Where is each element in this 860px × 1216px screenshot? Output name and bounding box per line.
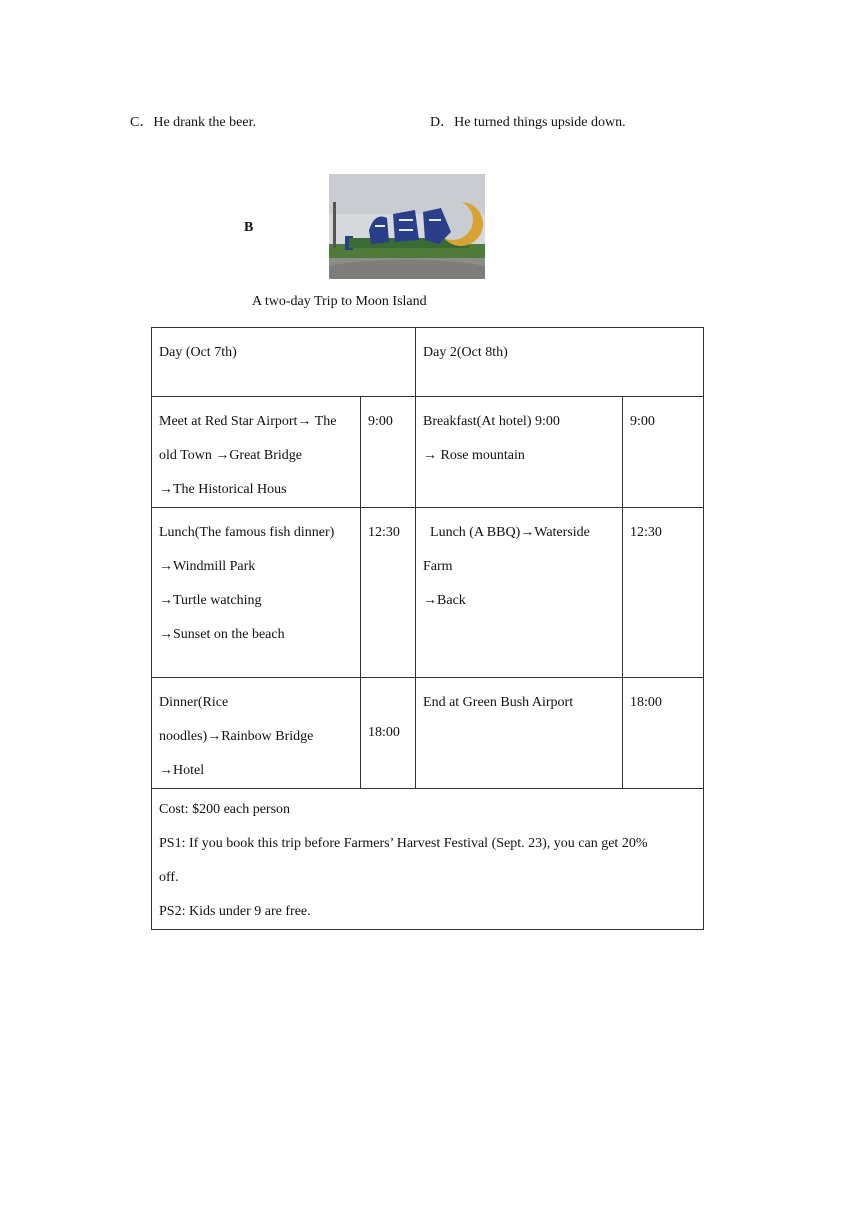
table-row: [152, 397, 704, 508]
day1-activity: Dinner(Rice noodles)→Rainbow Bridge →Hotel: [152, 678, 361, 789]
table-title: A two-day Trip to Moon Island: [252, 294, 427, 309]
table-row: [152, 678, 704, 789]
ps1-note: PS1: If you book this trip before Farmers’ Harvest Festival (Sept. 23), you can get 20%: [159, 836, 648, 851]
day2-time: 9:00: [623, 397, 704, 508]
option-d: D．He turned things upside down.: [430, 115, 626, 130]
day2-activity: Breakfast(At hotel) 9:00 → Rose mountain: [416, 397, 623, 508]
table-row: [152, 508, 704, 678]
cost-note: Cost: $200 each person: [159, 802, 291, 817]
day2-time: 12:30: [623, 508, 704, 678]
day2-time: 18:00: [623, 678, 704, 789]
day1-header: Day (Oct 7th): [152, 328, 416, 397]
itinerary-table: [151, 327, 704, 930]
day1-time: 9:00: [361, 397, 416, 508]
day1-activity: Lunch(The famous fish dinner) →Windmill Park →Turtle watching →Sunset on the beach: [152, 508, 361, 678]
section-letter: B: [244, 220, 254, 235]
day2-header: Day 2(Oct 8th): [416, 328, 704, 397]
notes-row: [152, 789, 704, 930]
day2-activity: End at Green Bush Airport: [416, 678, 623, 789]
day1-time: 12:30: [361, 508, 416, 678]
option-c: C．He drank the beer.: [130, 115, 256, 130]
ps1-note-continued: off.: [159, 870, 179, 885]
table-header-row: [152, 328, 704, 397]
ps2-note: PS2: Kids under 9 are free.: [159, 904, 311, 919]
notes-cell: [152, 789, 704, 930]
day2-activity: Lunch (A BBQ)→Waterside Farm →Back: [416, 508, 623, 678]
moon-island-sign-photo: [329, 174, 485, 279]
day1-time: 18:00: [361, 678, 416, 789]
day1-activity: Meet at Red Star Airport→ The old Town →Great Bridge →The Historical Hous: [152, 397, 361, 508]
